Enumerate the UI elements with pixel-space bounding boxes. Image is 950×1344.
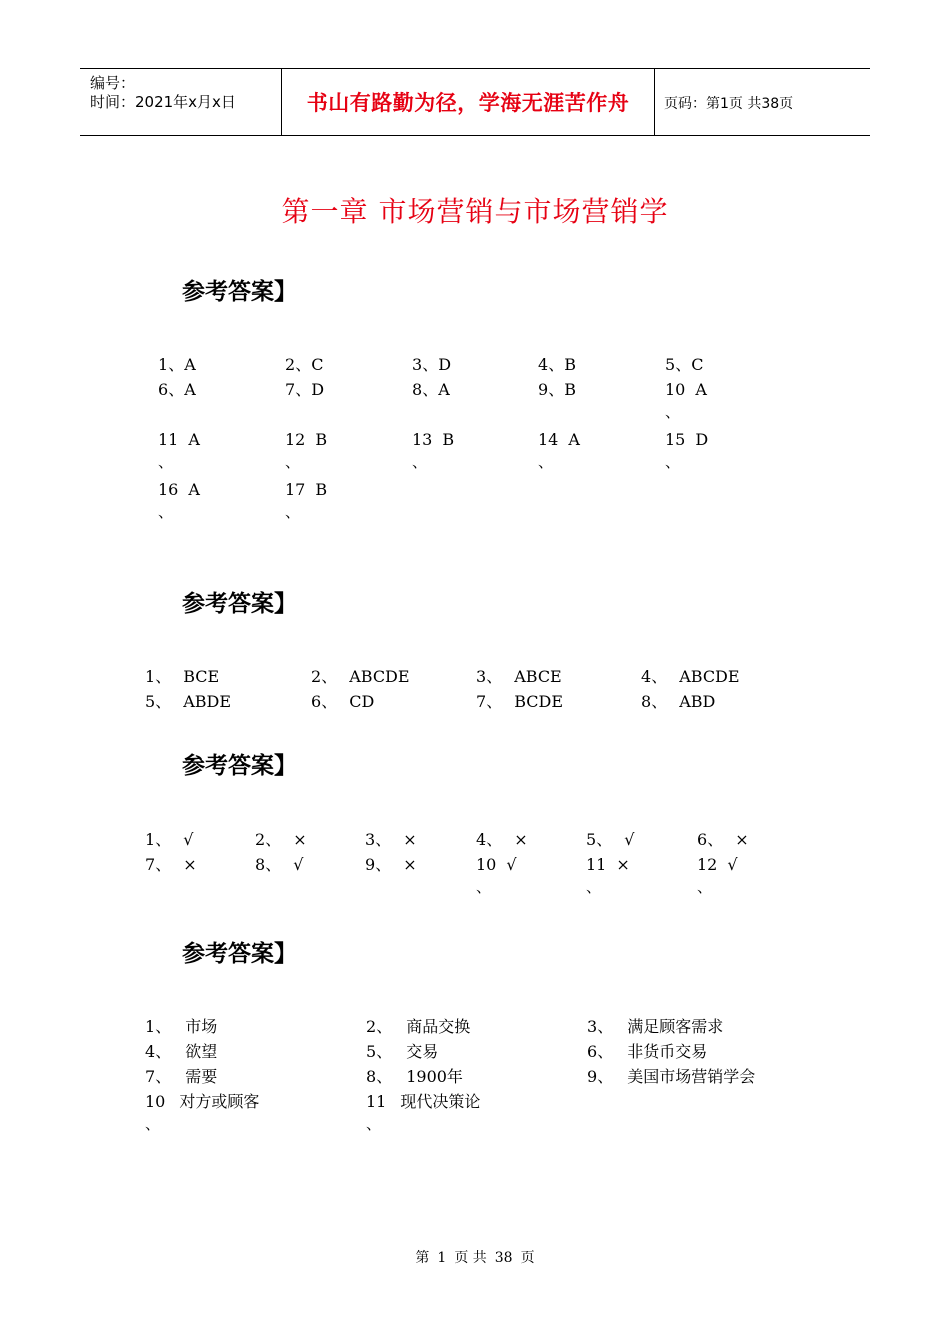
- answer-number: 3: [587, 1017, 598, 1036]
- answer-number: 3: [412, 355, 423, 374]
- answer-number: 10: [665, 380, 686, 399]
- answer-item: [145, 1092, 260, 1133]
- answer-value: 满足顾客需求: [627, 1017, 724, 1036]
- answer-number: 2: [311, 667, 322, 686]
- answer-item: [255, 831, 307, 849]
- answer-number: 7: [476, 692, 487, 711]
- answer-separator: 、: [665, 453, 681, 471]
- answer-value: B: [315, 430, 328, 449]
- header-divider: [654, 69, 655, 135]
- answer-number: 8: [412, 380, 423, 399]
- answer-value: CD: [349, 692, 375, 711]
- answer-separator: 、: [375, 830, 392, 849]
- answer-number: 3: [476, 667, 487, 686]
- answer-number: 4: [538, 355, 549, 374]
- answer-item: [476, 668, 562, 686]
- answer-item: [586, 855, 630, 896]
- answer-value: 非货币交易: [627, 1042, 708, 1061]
- answer-number: 9: [538, 380, 549, 399]
- number-label: 编号：: [90, 74, 136, 92]
- answer-number: 11: [586, 855, 607, 874]
- answer-item: [145, 1018, 217, 1036]
- answer-item: [665, 380, 707, 421]
- answer-value: √: [727, 855, 738, 874]
- answer-item: [641, 693, 715, 711]
- answer-item: [586, 831, 634, 849]
- answer-value: ×: [183, 855, 197, 874]
- page-footer: [0, 1247, 950, 1267]
- answer-separator: 、: [486, 830, 503, 849]
- answer-item: [311, 668, 410, 686]
- answer-number: 4: [476, 830, 487, 849]
- answer-separator: 、: [707, 830, 724, 849]
- answer-number: 8: [255, 855, 266, 874]
- answer-value: BCE: [183, 667, 220, 686]
- answer-number: 12: [285, 430, 306, 449]
- answer-number: 8: [366, 1067, 377, 1086]
- answer-separator: 、: [155, 1017, 172, 1036]
- answer-number: 1: [145, 667, 156, 686]
- answer-number: 13: [412, 430, 433, 449]
- answer-number: 9: [587, 1067, 598, 1086]
- answer-item: [412, 430, 455, 471]
- answer-item: [476, 693, 563, 711]
- answer-number: 5: [145, 692, 156, 711]
- answer-number: 4: [641, 667, 652, 686]
- answer-value: ABCDE: [349, 667, 410, 686]
- answer-separator: 、: [697, 878, 713, 896]
- answer-number: 1: [145, 1017, 156, 1036]
- answer-number: 1: [158, 355, 169, 374]
- answer-separator: 、: [376, 1067, 393, 1086]
- answer-value: √: [506, 855, 517, 874]
- answer-item: [158, 480, 200, 521]
- answer-value: √: [624, 830, 635, 849]
- answer-separator: 、: [155, 667, 172, 686]
- answer-separator: 、: [321, 667, 338, 686]
- header-motto: 书山有路勤为径，学海无涯苦作舟: [306, 91, 630, 115]
- answer-value: A: [568, 430, 580, 449]
- answer-separator: 、: [376, 1042, 393, 1061]
- time-label: 时间：2021年x月x日: [90, 93, 236, 111]
- answer-item: [158, 430, 200, 471]
- answer-value: B: [315, 480, 328, 499]
- answer-item: [587, 1043, 707, 1061]
- answer-number: 6: [587, 1042, 598, 1061]
- answer-value: ABD: [679, 692, 716, 711]
- answer-number: 1: [145, 830, 156, 849]
- answer-item: [366, 1043, 438, 1061]
- answer-item: [145, 1043, 217, 1061]
- answer-item: [697, 855, 738, 896]
- answer-item: [285, 480, 328, 521]
- answer-value: 商品交换: [406, 1017, 471, 1036]
- answer-item: [285, 430, 328, 471]
- answer-separator: 、: [665, 403, 681, 421]
- answer-value: B: [564, 380, 576, 399]
- answer-separator: 、: [375, 855, 392, 874]
- answer-separator: 、: [155, 692, 172, 711]
- answer-value: C: [311, 355, 324, 374]
- answer-separator: 、: [376, 1017, 393, 1036]
- answer-item: [255, 856, 303, 874]
- section-title: 参考答案】: [182, 941, 297, 967]
- answer-separator: 、: [145, 1115, 161, 1133]
- answer-separator: 、: [597, 1067, 614, 1086]
- answer-item: [412, 381, 450, 399]
- answer-value: ×: [616, 855, 630, 874]
- answer-item: [697, 831, 749, 849]
- answer-value: D: [311, 380, 325, 399]
- answer-number: 5: [586, 830, 597, 849]
- answer-separator: 、: [265, 855, 282, 874]
- answer-number: 9: [365, 855, 376, 874]
- answer-value: ×: [735, 830, 749, 849]
- answer-number: 10: [476, 855, 497, 874]
- answer-number: 3: [365, 830, 376, 849]
- answer-number: 17: [285, 480, 306, 499]
- answer-item: [476, 855, 517, 896]
- answer-separator: 、: [155, 1067, 172, 1086]
- answer-value: A: [188, 480, 200, 499]
- header-info-cell: [80, 69, 281, 135]
- answer-value: √: [183, 830, 194, 849]
- footer-total: 38: [494, 1250, 513, 1266]
- footer-mid: 页 共: [454, 1250, 487, 1266]
- answer-number: 15: [665, 430, 686, 449]
- answer-separator: 、: [285, 503, 301, 521]
- answer-separator: 、: [158, 453, 174, 471]
- answer-value: D: [438, 355, 452, 374]
- answer-item: [365, 856, 417, 874]
- answer-item: [145, 693, 231, 711]
- answer-separator: 、: [155, 1042, 172, 1061]
- answer-value: 市场: [185, 1017, 218, 1036]
- answer-value: ABCDE: [679, 667, 740, 686]
- answer-value: 现代决策论: [400, 1092, 481, 1111]
- answer-number: 6: [158, 380, 169, 399]
- answer-separator: 、: [538, 453, 554, 471]
- answer-value: A: [695, 380, 707, 399]
- answer-number: 2: [366, 1017, 377, 1036]
- answer-item: [158, 356, 196, 374]
- answer-item: [311, 693, 374, 711]
- answer-value: B: [564, 355, 576, 374]
- answer-item: [587, 1018, 723, 1036]
- chapter-title: 第一章 市场营销与市场营销学: [281, 195, 669, 228]
- answer-number: 2: [255, 830, 266, 849]
- answer-separator: 、: [486, 692, 503, 711]
- document-header: [80, 68, 870, 136]
- answer-separator: 、: [168, 355, 185, 374]
- answer-item: [145, 856, 197, 874]
- answer-item: [476, 831, 528, 849]
- answer-value: A: [188, 430, 200, 449]
- answer-number: 11: [366, 1092, 387, 1111]
- answer-item: [538, 356, 576, 374]
- answer-item: [587, 1068, 755, 1086]
- answer-separator: 、: [651, 667, 668, 686]
- answer-number: 4: [145, 1042, 156, 1061]
- answer-value: ×: [514, 830, 528, 849]
- answer-value: 美国市场营销学会: [627, 1067, 756, 1086]
- answer-number: 7: [145, 1067, 156, 1086]
- answer-separator: 、: [412, 453, 428, 471]
- answer-separator: 、: [295, 355, 312, 374]
- answer-item: [145, 668, 219, 686]
- answer-item: [665, 430, 709, 471]
- answer-item: [366, 1092, 481, 1133]
- section-title: 参考答案】: [182, 591, 297, 617]
- section-title: 参考答案】: [182, 753, 297, 779]
- answer-number: 7: [145, 855, 156, 874]
- answer-separator: 、: [158, 503, 174, 521]
- footer-prefix: 第: [415, 1250, 430, 1266]
- header-page-label: 页码：第1页 共38页: [664, 96, 794, 112]
- answer-item: [366, 1068, 463, 1086]
- answer-number: 12: [697, 855, 718, 874]
- answer-separator: 、: [155, 830, 172, 849]
- answer-value: B: [442, 430, 455, 449]
- answer-item: [412, 356, 451, 374]
- footer-suffix: 页: [520, 1250, 535, 1266]
- answer-separator: 、: [422, 355, 439, 374]
- answer-item: [145, 1068, 217, 1086]
- answer-separator: 、: [548, 355, 565, 374]
- answer-item: [285, 381, 324, 399]
- answer-number: 6: [311, 692, 322, 711]
- answer-value: 交易: [406, 1042, 439, 1061]
- answer-value: 欲望: [185, 1042, 218, 1061]
- answer-number: 8: [641, 692, 652, 711]
- answer-value: A: [438, 380, 450, 399]
- answer-item: [538, 430, 580, 471]
- answer-value: BCDE: [514, 692, 564, 711]
- answer-item: [365, 831, 417, 849]
- answer-number: 5: [366, 1042, 377, 1061]
- answer-value: √: [293, 855, 304, 874]
- answer-separator: 、: [285, 453, 301, 471]
- answer-number: 5: [665, 355, 676, 374]
- answer-separator: 、: [295, 380, 312, 399]
- answer-separator: 、: [586, 878, 602, 896]
- answer-separator: 、: [675, 355, 692, 374]
- answer-item: [285, 356, 323, 374]
- answer-value: ×: [403, 830, 417, 849]
- answer-item: [641, 668, 740, 686]
- answer-separator: 、: [422, 380, 439, 399]
- section-title: 参考答案】: [182, 279, 297, 305]
- answer-item: [665, 356, 703, 374]
- answer-separator: 、: [596, 830, 613, 849]
- answer-value: 需要: [185, 1067, 218, 1086]
- answer-number: 2: [285, 355, 296, 374]
- answer-value: C: [691, 355, 704, 374]
- answer-number: 10: [145, 1092, 166, 1111]
- answer-number: 11: [158, 430, 179, 449]
- answer-value: A: [184, 380, 196, 399]
- answer-separator: 、: [597, 1042, 614, 1061]
- answer-item: [366, 1018, 470, 1036]
- footer-page-number: 1: [437, 1250, 447, 1266]
- answer-value: D: [695, 430, 709, 449]
- answer-separator: 、: [486, 667, 503, 686]
- answer-separator: 、: [366, 1115, 382, 1133]
- answer-value: ABDE: [183, 692, 232, 711]
- answer-separator: 、: [265, 830, 282, 849]
- answer-number: 14: [538, 430, 559, 449]
- answer-item: [158, 381, 196, 399]
- answer-separator: 、: [597, 1017, 614, 1036]
- answer-item: [145, 831, 193, 849]
- answer-value: ×: [403, 855, 417, 874]
- answer-value: ×: [293, 830, 307, 849]
- answer-separator: 、: [651, 692, 668, 711]
- answer-separator: 、: [548, 380, 565, 399]
- answer-value: ABCE: [514, 667, 562, 686]
- answer-separator: 、: [168, 380, 185, 399]
- answer-number: 7: [285, 380, 296, 399]
- answer-number: 16: [158, 480, 179, 499]
- answer-value: 1900年: [406, 1067, 463, 1086]
- answer-separator: 、: [476, 878, 492, 896]
- answer-item: [538, 381, 576, 399]
- answer-value: 对方或顾客: [179, 1092, 260, 1111]
- answer-value: A: [184, 355, 196, 374]
- answer-separator: 、: [155, 855, 172, 874]
- answer-separator: 、: [321, 692, 338, 711]
- answer-number: 6: [697, 830, 708, 849]
